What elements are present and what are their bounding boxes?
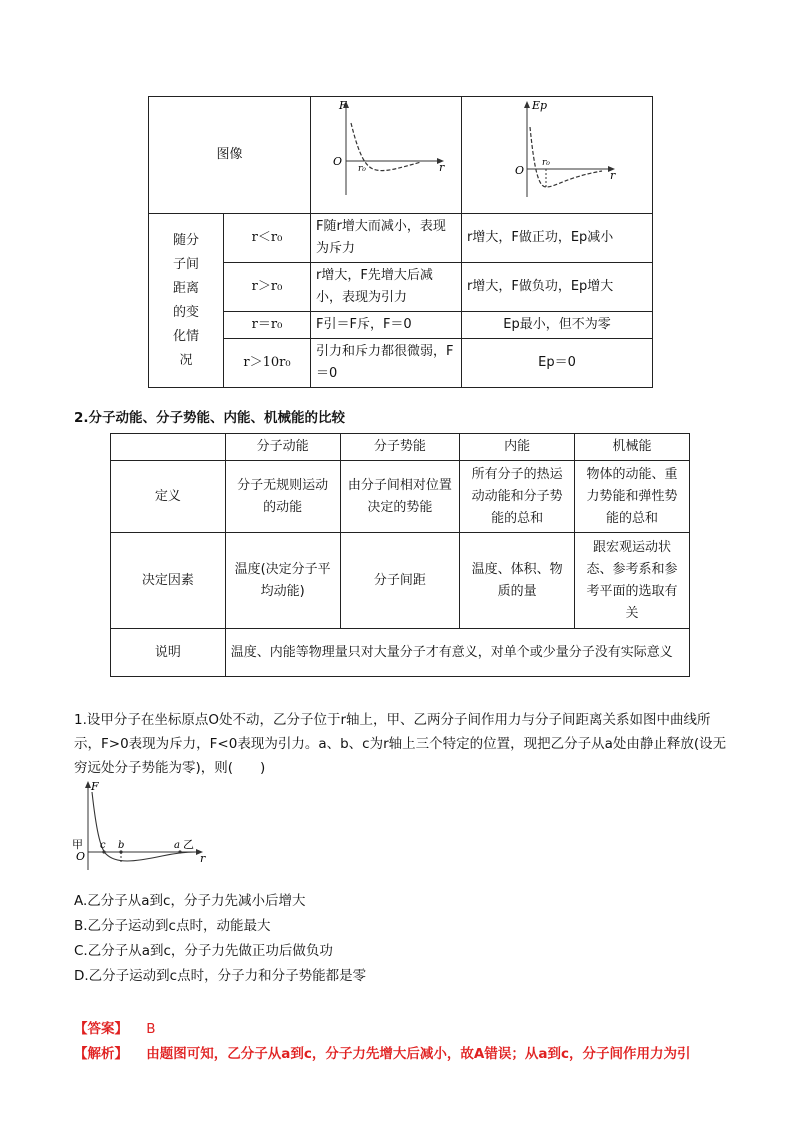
header-cell: [111, 434, 226, 461]
table-cell: 跟宏观运动状态、参考系和参考平面的选取有关: [575, 533, 690, 629]
header-cell: 分子动能: [225, 434, 340, 461]
condition-cell: r＞10r₀: [224, 339, 311, 388]
answer-value: B: [146, 1021, 156, 1037]
graph-point-b: b: [118, 840, 125, 851]
r0-label: r₀: [358, 164, 366, 174]
table-cell: 温度、体积、物质的量: [460, 533, 575, 629]
table-cell: 物体的动能、重力势能和弹性势能的总和: [575, 461, 690, 533]
graph-point-c: c: [100, 840, 106, 851]
condition-cell: r＝r₀: [224, 312, 311, 339]
graph-f-label: F: [91, 780, 99, 793]
side-label-line: 子间: [172, 256, 199, 272]
side-label-line: 况: [179, 352, 193, 368]
option-d: D.乙分子运动到c点时，分子力和分子势能都是零: [74, 968, 367, 984]
table-cell: 分子无规则运动的动能: [225, 461, 340, 533]
force-cell: 引力和斥力都很微弱，F＝0: [311, 339, 462, 388]
image-header-cell: [149, 97, 311, 214]
force-graph-cell: [311, 97, 462, 214]
table-cell: 温度(决定分子平均动能): [225, 533, 340, 629]
energy-comparison-table: [110, 433, 690, 677]
option-b: B.乙分子运动到c点时，动能最大: [74, 918, 271, 934]
origin-label-2: O: [515, 164, 525, 177]
energy-cell: r增大，F做正功，Ep减小: [462, 214, 653, 263]
explanation-text: 由题图可知，乙分子从a到c，分子力先增大后减小，故A错误；从a到c，分子间作用力为引: [146, 1046, 691, 1062]
side-label-line: 化情: [172, 328, 199, 344]
header-cell: 内能: [460, 434, 575, 461]
graph-origin-label: O: [76, 850, 86, 863]
condition-cell: r＜r₀: [224, 214, 311, 263]
question-text: 1.设甲分子在坐标原点O处不动，乙分子位于r轴上，甲、乙两分子间作用力与分子间距离关系如图中曲线所示，F>0表现为斥力，F<0表现为引力。a、b、c为r轴上三个特定的位置，现把乙分子从a处由静止释放(设无穷远处分子势能为零)，则( ): [74, 712, 727, 776]
energy-graph-cell: [462, 97, 653, 214]
force-distance-graph: [311, 97, 461, 205]
graph-point-a: a: [174, 840, 180, 851]
energy-cell: Ep最小，但不为零: [462, 312, 653, 339]
origin-label: O: [333, 155, 343, 168]
f-axis-label: F: [339, 99, 347, 112]
row-label: 定义: [111, 461, 226, 533]
row-label: 决定因素: [111, 533, 226, 629]
r0-label-2: r₀: [542, 158, 550, 168]
ep-axis-label: Ep: [532, 99, 548, 112]
table-cell: 由分子间相对位置决定的势能: [340, 461, 460, 533]
explanation-label: 【解析】: [74, 1046, 128, 1062]
graph-yi-label: 乙: [183, 838, 194, 851]
answer-label: 【答案】: [74, 1021, 128, 1037]
energy-distance-graph: [462, 97, 652, 205]
option-c: C.乙分子从a到c，分子力先做正功后做负功: [74, 943, 333, 959]
graph-r-label: r: [200, 852, 206, 865]
force-cell: F随r增大而减小，表现为斥力: [311, 214, 462, 263]
energy-cell: Ep＝0: [462, 339, 653, 388]
r-axis-label: r: [439, 161, 445, 174]
section-title: 2.分子动能、分子势能、内能、机械能的比较: [74, 410, 346, 426]
question-force-graph: [72, 778, 212, 874]
side-label-cell: [149, 214, 224, 388]
energy-cell: r增大，F做负功，Ep增大: [462, 263, 653, 312]
r-axis-label-2: r: [610, 169, 616, 182]
side-label-line: 距离: [172, 280, 199, 296]
row-label: 说明: [111, 629, 226, 677]
force-cell: r增大，F先增大后减小，表现为引力: [311, 263, 462, 312]
table-cell: 所有分子的热运动动能和分子势能的总和: [460, 461, 575, 533]
header-cell: 分子势能: [340, 434, 460, 461]
option-a: A.乙分子从a到c，分子力先减小后增大: [74, 893, 306, 909]
force-cell: F引＝F斥，F＝0: [311, 312, 462, 339]
image-header-label: 图像: [216, 147, 243, 162]
side-label-line: 随分: [172, 232, 199, 248]
side-label-line: 的变: [172, 304, 199, 320]
table-cell: 分子间距: [340, 533, 460, 629]
header-cell: 机械能: [575, 434, 690, 461]
condition-cell: r＞r₀: [224, 263, 311, 312]
molecular-force-table: [148, 96, 653, 388]
note-cell: 温度、内能等物理量只对大量分子才有意义，对单个或少量分子没有实际意义: [225, 629, 689, 677]
explanation-line: [74, 1042, 690, 1062]
answer-line: [74, 1017, 156, 1037]
graph-jia-label: 甲: [72, 838, 83, 851]
